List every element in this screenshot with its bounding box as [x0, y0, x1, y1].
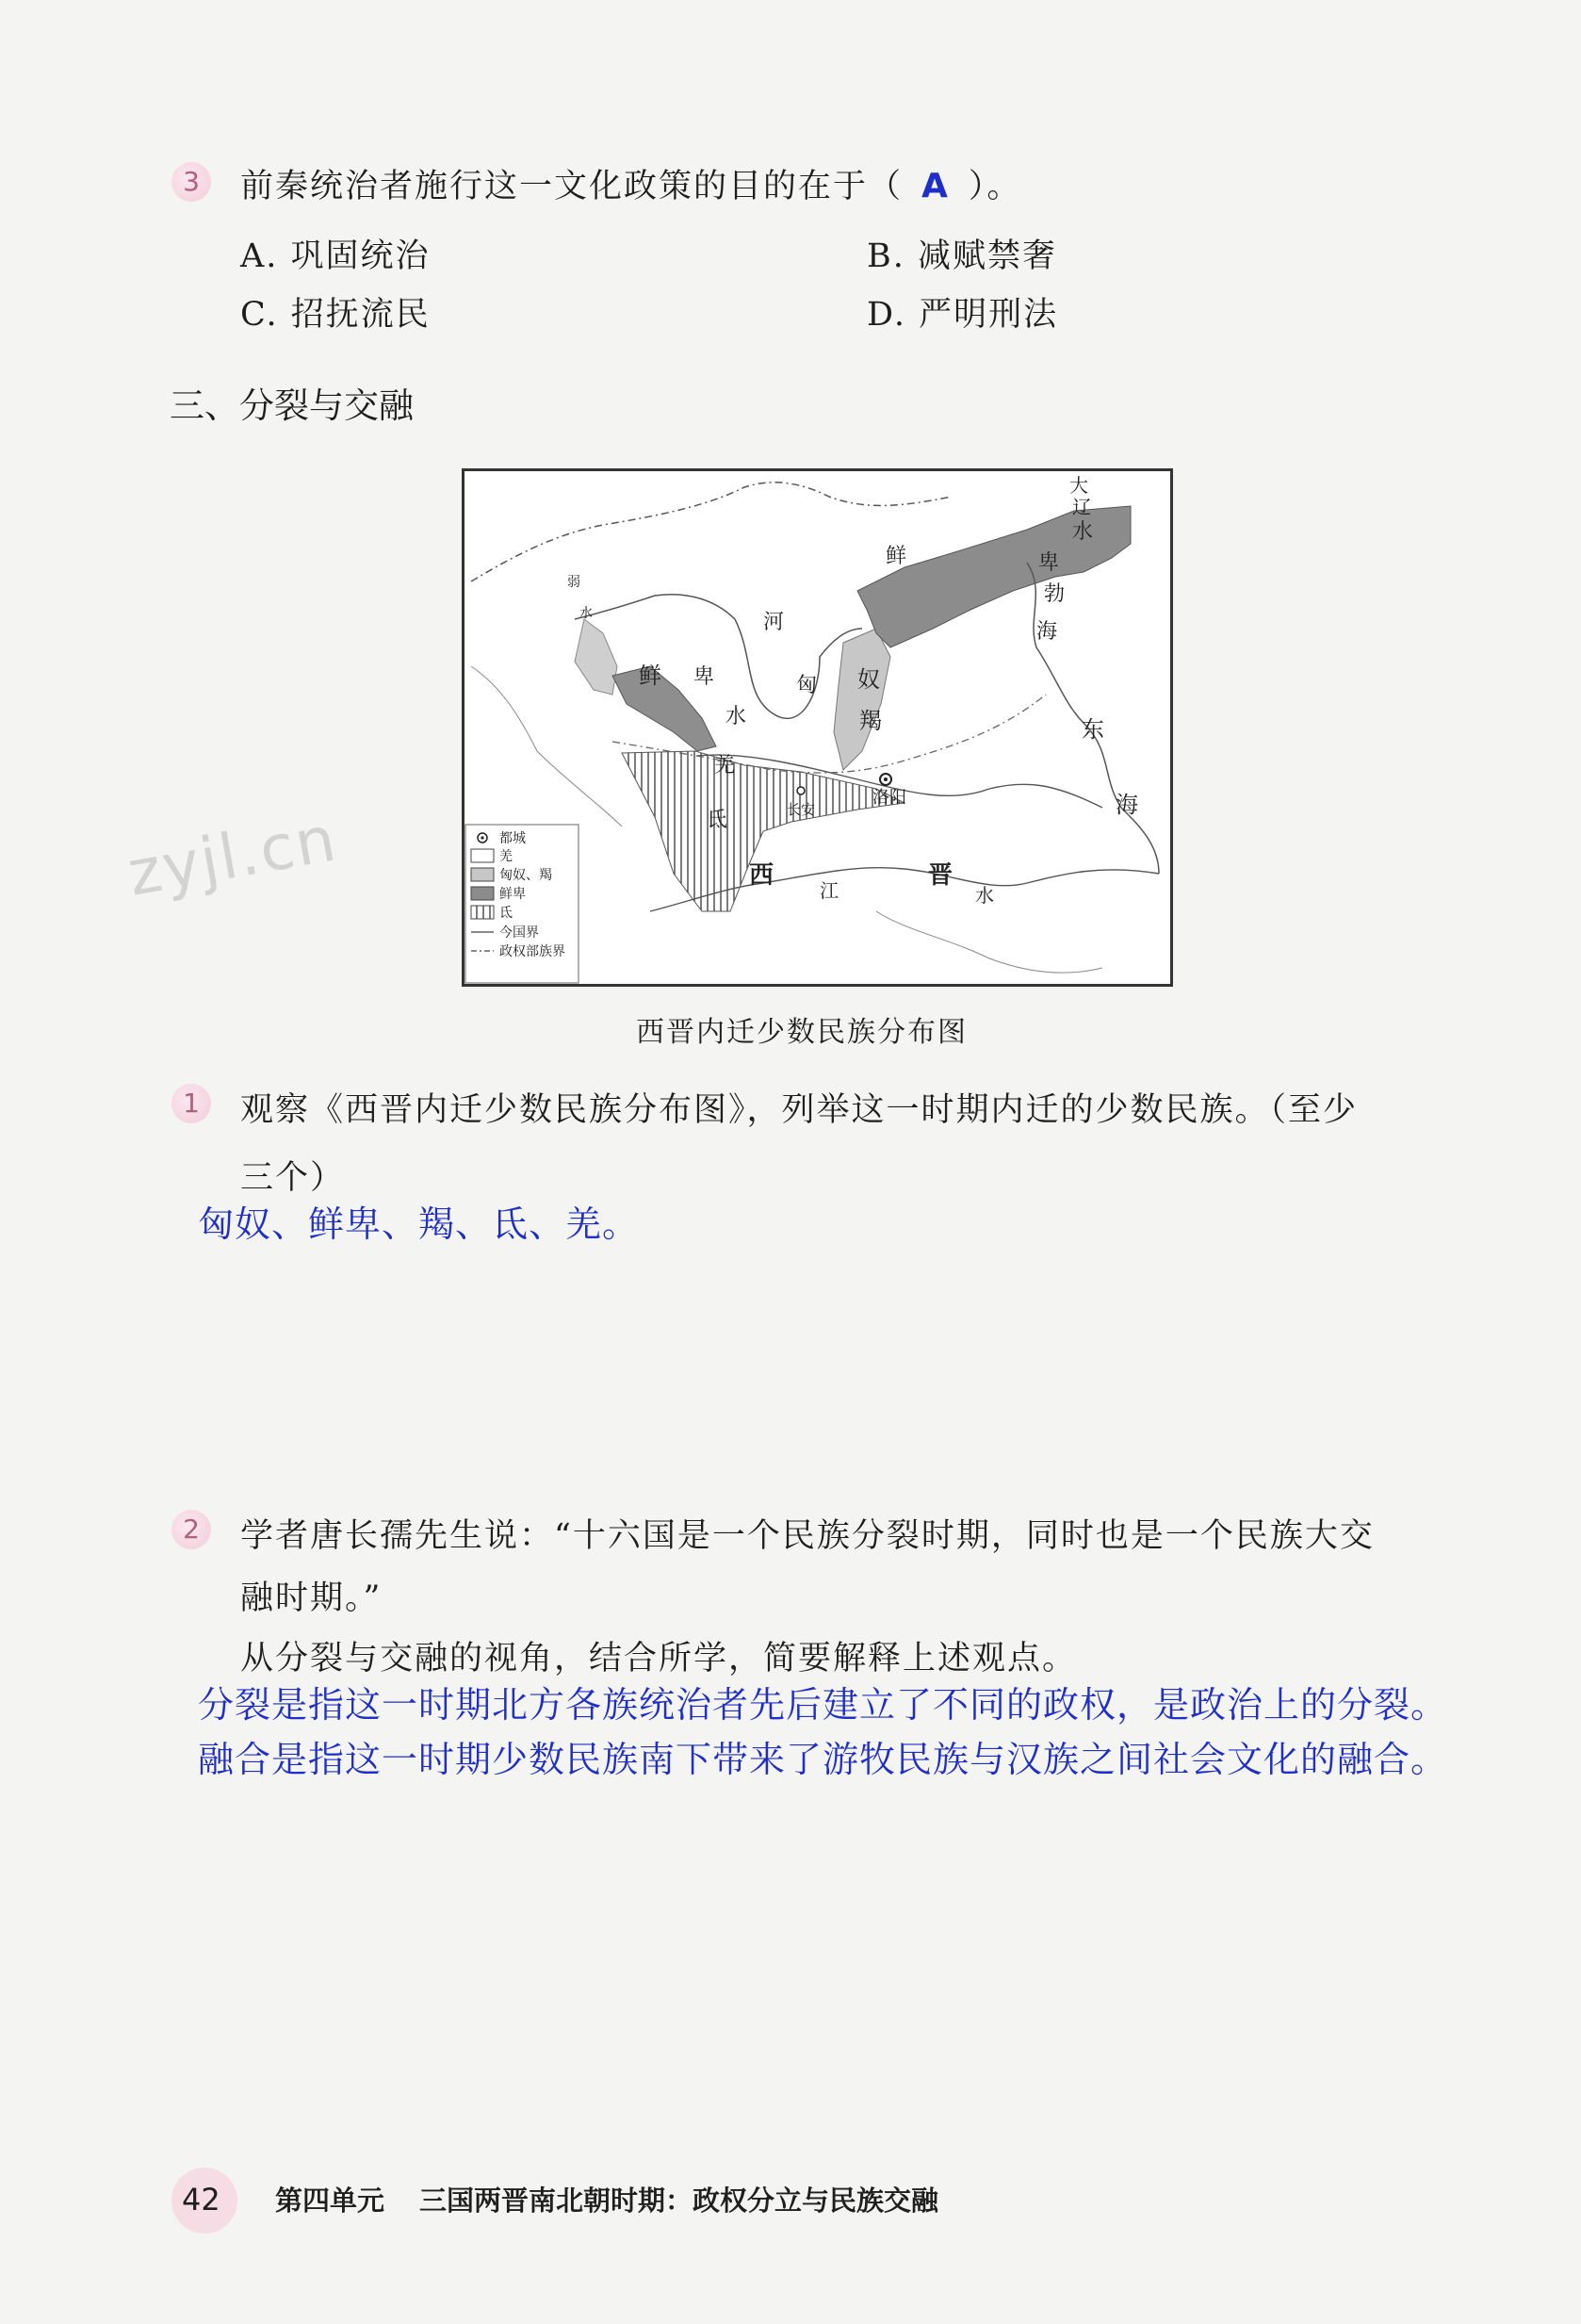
legend-di-swatch [471, 906, 494, 919]
legend-qiang-swatch [471, 849, 494, 862]
question-2-stem-line2: 融时期。” [240, 1579, 383, 1617]
label-nu: 奴 [857, 666, 880, 693]
question-1-stem-line2: 三个） [240, 1159, 346, 1197]
label-dong: 东 [1082, 716, 1104, 743]
question-2-stem-line1: 学者唐长孺先生说：“十六国是一个民族分裂时期，同时也是一个民族大交 [240, 1517, 1375, 1555]
question-2-number: 2 [171, 1510, 211, 1549]
option-b: B. 减赋禁奢 [867, 237, 1057, 275]
question-1-stem-line1: 观察《西晋内迁少数民族分布图》，列举这一时期内迁的少数民族。（至少 [240, 1091, 1359, 1129]
question-2-answer-line2: 融合是指这一时期少数民族南下带来了游牧民族与汉族之间社会文化的融合。 [198, 1739, 1448, 1780]
option-c: C. 招抚流民 [240, 296, 431, 334]
label-shui-small: 水 [579, 606, 593, 621]
watermark: zyjl.cn [122, 802, 343, 910]
label-changan: 长安 [787, 801, 816, 818]
label-da: 大 [1069, 474, 1088, 497]
label-di: 氐 [707, 809, 728, 832]
question-3-stem [240, 160, 1021, 207]
label-bo: 勃 [1044, 582, 1066, 606]
footer-unit: 第四单元 [275, 2185, 385, 2217]
label-jin: 晋 [928, 861, 953, 890]
legend-qiang: 羌 [499, 849, 513, 864]
label-xianbei-top: 鲜 [886, 545, 907, 568]
question-3-stem-before: 前秦统治者施行这一文化政策的目的在于（ [240, 168, 904, 205]
map-figure [462, 468, 1173, 987]
changan-marker [797, 787, 805, 794]
map-svg [462, 468, 1173, 987]
label-bei-left: 卑 [693, 665, 715, 689]
legend-capital: 都城 [499, 831, 526, 846]
label-hai-right: 海 [1116, 792, 1138, 818]
legend-xianbei-swatch [471, 887, 494, 900]
question-3-answer: A [921, 167, 950, 205]
label-ruo: 弱 [567, 575, 580, 590]
map-caption: 西晋内迁少数民族分布图 [636, 1016, 968, 1049]
label-jiang: 江 [820, 879, 839, 902]
label-hai: 海 [1036, 620, 1058, 644]
question-2-answer-line1: 分裂是指这一时期北方各族统治者先后建立了不同的政权，是政治上的分裂。 [198, 1684, 1448, 1726]
question-1-answer: 匈奴、鲜卑、羯、氐、羌。 [198, 1203, 640, 1245]
label-xian-left: 鲜 [639, 663, 661, 689]
question-2-stem-line3: 从分裂与交融的视角，结合所学，简要解释上述观点。 [240, 1640, 1078, 1678]
legend-border-regime: 政权部族界 [499, 944, 565, 959]
option-d: D. 严明刑法 [867, 296, 1059, 334]
question-3-number: 3 [171, 162, 211, 202]
legend-border-today: 今国界 [499, 925, 539, 941]
label-liao-shui: 水 [1072, 520, 1094, 544]
luoyang-dot [884, 777, 888, 781]
map-legend [465, 825, 579, 983]
label-luoyang: 洛阳 [872, 788, 906, 808]
legend-xianbei: 鲜卑 [499, 887, 526, 902]
label-xiong: 匈 [796, 674, 818, 697]
label-qiang: 羌 [714, 754, 736, 777]
label-liao: 辽 [1072, 496, 1091, 518]
option-a: A. 巩固统治 [240, 237, 431, 275]
page-number: 42 [182, 2182, 220, 2218]
label-jie: 羯 [859, 708, 882, 734]
label-xi: 西 [749, 861, 774, 890]
question-3-stem-after: ）。 [968, 168, 1022, 205]
label-shui-right: 水 [975, 884, 994, 907]
label-bei-top: 卑 [1038, 551, 1060, 575]
label-he: 河 [763, 611, 785, 634]
legend-xiongnu-jie: 匈奴、羯 [499, 868, 552, 883]
legend-di: 氐 [499, 906, 513, 921]
footer-title: 三国两晋南北朝时期：政权分立与民族交融 [419, 2185, 939, 2217]
legend-xiongnu-swatch [471, 868, 494, 881]
question-1-number: 1 [171, 1084, 211, 1123]
label-shui-mid: 水 [725, 705, 747, 728]
section-title: 三、分裂与交融 [170, 385, 414, 426]
